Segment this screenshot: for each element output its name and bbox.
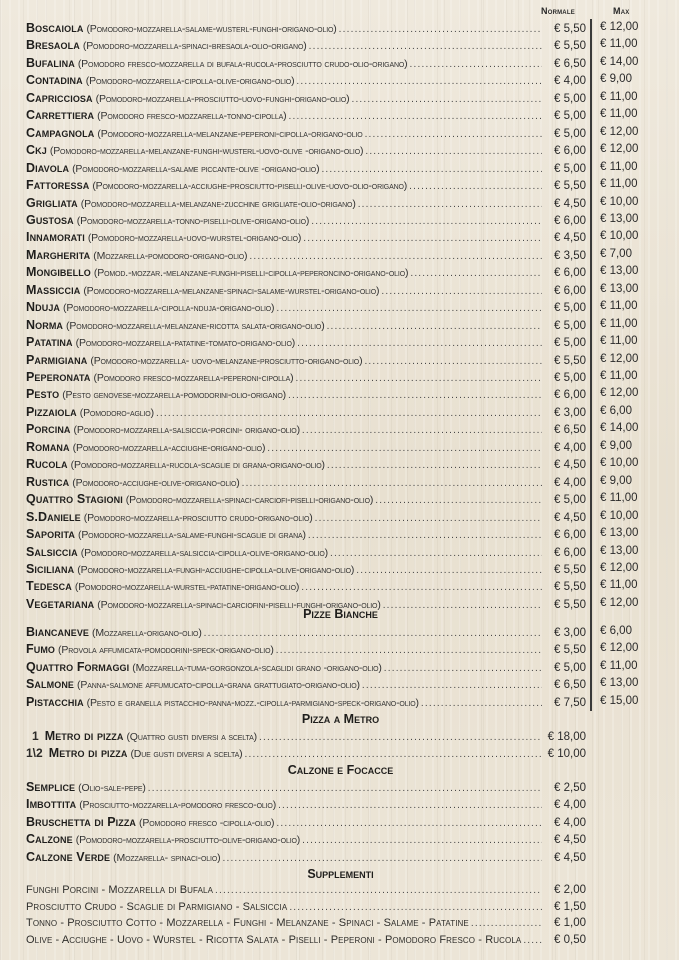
menu-item-row xyxy=(26,642,586,658)
dot-leader xyxy=(156,408,542,419)
item-name: Quattro Stagioni xyxy=(26,492,123,507)
dot-leader xyxy=(204,628,542,639)
price-max: € 10,00 xyxy=(600,230,639,243)
item-description: (Pomodoro fresco-mozzarella di bufala-rucola-prosciutto crudo-olio-origano) xyxy=(77,57,408,70)
item-name: Pesto xyxy=(26,387,60,402)
dot-leader xyxy=(330,548,542,559)
price-normale: € 5,00 xyxy=(554,337,586,350)
menu-item-row xyxy=(26,91,586,107)
menu-item-row xyxy=(26,38,586,54)
price-normale: € 4,00 xyxy=(554,476,586,489)
item-description: (Provola affumicata-pomodorini-speck-origano-olio) xyxy=(58,644,274,657)
price-normale: € 6,00 xyxy=(554,284,586,297)
menu-item-row xyxy=(26,161,586,177)
price-max: € 9,00 xyxy=(600,73,632,86)
dot-leader xyxy=(351,94,542,105)
item-description: (Pomodoro-mozzarella-salame-funghi-scaglie di grana) xyxy=(77,529,306,542)
item-name: Metro di pizza xyxy=(44,729,124,743)
menu-item-row xyxy=(26,780,586,796)
item-name: Metro di pizza xyxy=(48,746,128,760)
item-description: (Olio-sale-pepe) xyxy=(78,782,146,794)
item-description: (Pomodoro-mozzarella-melanzane-zucchine grigliate-olio-origano) xyxy=(80,197,356,210)
price-normale: € 6,50 xyxy=(554,424,586,437)
menu-item-row xyxy=(26,457,586,473)
price-normale: € 4,50 xyxy=(554,459,586,472)
price-normale: € 3,00 xyxy=(554,406,586,419)
price-normale: € 5,00 xyxy=(554,661,586,674)
price-normale: € 5,00 xyxy=(554,319,586,332)
price-normale: € 5,50 xyxy=(554,23,586,35)
dot-leader xyxy=(523,935,542,946)
price-max: € 10,00 xyxy=(600,195,639,208)
price-normale: € 4,00 xyxy=(554,441,586,454)
price-max: € 14,00 xyxy=(600,422,639,435)
item-name: Carrettiera xyxy=(26,108,95,123)
menu-item-row xyxy=(26,300,586,316)
price-max: € 12,00 xyxy=(600,125,639,138)
section-title-pizze-bianche xyxy=(0,607,679,623)
price-max: € 11,00 xyxy=(600,160,638,173)
menu-item-row xyxy=(26,815,586,831)
item-description: (Pomodoro-mozzarella-melanzane-funghi-wusterl-uovo-olive -origano-olio) xyxy=(49,145,364,158)
item-description: (Pomodoro-mozzarella- uovo-melanzane-prosciutto-origano-olio) xyxy=(90,354,363,367)
item-name: Contadina xyxy=(26,73,83,88)
item-name: Calzone Verde xyxy=(26,849,111,864)
price-normale: € 6,00 xyxy=(554,267,586,280)
quantity-label: 1\2 xyxy=(26,746,43,760)
item-name: Rustica xyxy=(26,474,70,489)
item-description: (Prosciutto-mozzarella-pomodoro fresco-olio) xyxy=(79,799,277,812)
item-name: Parmigiana xyxy=(26,352,88,367)
price-max: € 13,00 xyxy=(600,527,639,540)
item-name: Calzone xyxy=(26,832,73,847)
price-max: € 15,00 xyxy=(600,694,639,707)
menu-item-row xyxy=(26,901,586,917)
menu-item-row xyxy=(26,265,586,281)
dot-leader xyxy=(381,286,542,297)
price-max: € 12,00 xyxy=(600,387,639,400)
dot-leader xyxy=(276,303,542,314)
price-max: € 11,00 xyxy=(600,178,638,191)
section-title-pizza-a-metro-text: Pizza a Metro xyxy=(301,712,380,726)
price-normale: € 2,50 xyxy=(554,782,586,794)
dot-leader xyxy=(215,885,542,896)
dot-leader xyxy=(384,663,542,674)
menu-item-row xyxy=(26,562,586,578)
price-normale: € 4,00 xyxy=(554,75,586,88)
price-normale: € 4,50 xyxy=(554,197,586,210)
price-max: € 12,00 xyxy=(600,21,639,33)
menu-item-row xyxy=(26,248,586,264)
menu-item-row xyxy=(26,126,586,142)
menu-item-row xyxy=(32,729,586,745)
item-name: Campagnola xyxy=(26,125,95,140)
price-normale: € 5,50 xyxy=(554,40,586,53)
dot-leader xyxy=(409,181,542,192)
price-normale: € 3,50 xyxy=(554,249,586,262)
dot-leader xyxy=(364,356,542,367)
item-name: Olive - Acciughe - Uovo - Wurstel - Ricotta Salata - Piselli - Peperoni - Pomodoro Fresco - Rucola xyxy=(26,933,522,946)
item-name: Bufalina xyxy=(26,55,75,70)
price-normale: € 4,00 xyxy=(554,816,586,829)
item-description: (Pesto genovese-mozzarella-pomodorini-olio-origano) xyxy=(62,389,287,402)
item-description: (Mozzarella-pomodoro-origano-olio) xyxy=(93,249,248,262)
price-max: € 6,00 xyxy=(600,404,632,417)
item-name: Fattoressa xyxy=(26,178,90,193)
item-description: (Due gusti diversi a scelta) xyxy=(130,748,243,760)
menu-item-row xyxy=(26,73,586,89)
dot-leader xyxy=(410,268,542,279)
item-name: Porcina xyxy=(26,422,71,437)
price-normale: € 5,00 xyxy=(554,162,586,175)
menu-item-row xyxy=(26,422,586,438)
price-normale: € 2,00 xyxy=(554,884,586,896)
item-description: (Panna-salmone affumucato-cipolla-grana grattugiato-origano-olio) xyxy=(77,679,360,692)
item-description: (Pomodoro-mozzarella-spinaci-bresaola-olio-origano) xyxy=(82,40,307,53)
price-max: € 13,00 xyxy=(600,212,639,225)
item-description: (Pomodoro-mozzarella-melanzane-peperoni-cipolla-origano-olio xyxy=(97,127,363,140)
dot-leader xyxy=(308,530,542,541)
price-normale: € 5,00 xyxy=(554,92,586,105)
menu-item-row xyxy=(26,510,586,526)
item-description: (Pomodoro-mozzarella-salsiccia-porcini- origano-olio) xyxy=(73,424,300,437)
item-description: (Mozzarella-tuma-gorgonzola-scaglidi grano -origano-olio) xyxy=(132,661,382,674)
price-normale: € 5,00 xyxy=(554,372,586,384)
item-name: Pistacchia xyxy=(26,694,84,709)
dot-leader xyxy=(321,164,542,175)
menu-item-row xyxy=(26,335,586,351)
price-normale: € 4,50 xyxy=(554,232,586,245)
dot-leader xyxy=(242,478,542,489)
item-description: (Pomodoro-mozzarella-melanzane-spinaci-salame-wurstel-origano-olio) xyxy=(83,284,380,297)
price-normale: € 0,50 xyxy=(554,933,586,946)
item-description: (Pomodoro-mozzarella-cipolla-olive-origano-olio) xyxy=(85,75,295,88)
price-max: € 6,00 xyxy=(600,625,632,637)
price-normale: € 6,00 xyxy=(554,529,586,542)
menu-item-row xyxy=(26,108,586,124)
item-description: (Pomodoro-mozzarella-funghi-acciughe-cipolla-olive-origano-olio) xyxy=(77,563,355,576)
dot-leader xyxy=(362,680,542,691)
section-title-pizza-a-metro xyxy=(0,712,679,728)
column-header-max: Max xyxy=(613,6,630,16)
dot-leader xyxy=(267,443,542,454)
item-description: (Pomodoro-mozzarella-prosciutto-uovo-funghi-origano-olio) xyxy=(95,92,350,105)
dot-leader xyxy=(303,233,542,244)
price-normale: € 7,50 xyxy=(554,696,586,709)
menu-item-row xyxy=(26,230,586,246)
price-normale: € 6,50 xyxy=(554,679,586,692)
item-description: (Pomodoro-mozzarella-prosciutto crudo-origano-olio) xyxy=(83,511,313,524)
price-max: € 13,00 xyxy=(600,544,639,557)
dot-leader xyxy=(327,460,542,471)
price-normale: € 5,00 xyxy=(554,302,586,315)
price-normale: € 6,00 xyxy=(554,145,586,158)
item-name: Tedesca xyxy=(26,579,72,594)
item-description: (Pomodoro-mozzarella-salsiccia-cipolla-olive-origano-olio) xyxy=(80,546,328,559)
item-description: (Mozzarella- spinaci-olio) xyxy=(113,851,221,864)
item-description: (Pomodoro-mozzarella-tonno-piselli-olive-origano-olio) xyxy=(76,214,310,227)
item-description: (Pomodoro-acciughe-olive-origano-olio) xyxy=(72,476,240,489)
item-name: S.Daniele xyxy=(26,509,81,524)
item-name: Nduja xyxy=(26,300,61,315)
price-max: € 11,00 xyxy=(600,108,638,121)
menu-item-row xyxy=(26,405,586,421)
section-title-calzone-focacce xyxy=(0,763,679,779)
menu-item-row xyxy=(26,545,586,561)
item-description: (Pesto e granella pistacchio-panna-mozz.-cipolla-parmigiano-speck-origano-olio) xyxy=(86,696,419,709)
menu-item-row xyxy=(26,797,586,813)
menu-item-row xyxy=(26,695,586,711)
dot-leader xyxy=(358,199,542,210)
item-name: Prosciutto Crudo - Scaglie di Parmigiano - Salsiccia xyxy=(26,900,288,913)
price-max: € 11,00 xyxy=(600,579,638,592)
item-description: (Pomodoro-mozzarella-acciughe-origano-olio) xyxy=(72,441,266,454)
dot-leader xyxy=(297,338,542,349)
menu-item-row xyxy=(26,353,586,369)
price-max: € 12,00 xyxy=(600,352,639,365)
price-normale: € 5,50 xyxy=(554,598,586,611)
item-description: (Pomodoro fresco -cipolla-olio) xyxy=(139,816,275,829)
menu-item-row xyxy=(26,440,586,456)
item-name: Diavola xyxy=(26,160,70,175)
menu-item-row xyxy=(26,832,586,848)
menu-item-row xyxy=(26,387,586,403)
price-normale: € 3,00 xyxy=(554,627,586,639)
item-name: Quattro Formaggi xyxy=(26,659,130,674)
item-description: (Pomodoro-mozzarella-salame-wusterl-funghi-origano-olio) xyxy=(86,23,337,35)
price-normale: € 5,50 xyxy=(554,563,586,576)
price-normale: € 1,00 xyxy=(554,917,586,929)
price-normale: € 6,00 xyxy=(554,546,586,559)
item-description: (Pomodoro-mozzarella-patatine-tomato-origano-olio) xyxy=(75,337,296,350)
dot-leader xyxy=(365,146,542,157)
item-description: (Pomodoro-mozzarella-cipolla-nduja-origano-olio) xyxy=(63,302,275,315)
menu-item-row xyxy=(26,318,586,334)
dot-leader xyxy=(410,59,542,70)
menu-item-row xyxy=(26,677,586,693)
item-name: Romana xyxy=(26,439,70,454)
item-name: Grigliata xyxy=(26,195,78,210)
item-description: (Pomodoro-mozzarella-spinaci-carciofi-piselli-origano-olio) xyxy=(125,494,374,507)
section-title-supplementi-text: Supplementi xyxy=(307,867,374,881)
dot-leader xyxy=(276,645,542,656)
item-description: (Pomodoro fresco-mozzarella-peperoni-cipolla) xyxy=(93,372,294,384)
item-name: Capricciosa xyxy=(26,90,93,105)
price-normale: € 5,50 xyxy=(554,354,586,367)
menu-item-row xyxy=(26,196,586,212)
item-name: Siciliana xyxy=(26,561,75,576)
price-max: € 11,00 xyxy=(600,90,638,103)
menu-item-row xyxy=(26,492,586,508)
item-name: Saporita xyxy=(26,527,75,542)
price-normale: € 4,50 xyxy=(554,851,586,864)
dot-leader xyxy=(327,321,542,332)
item-description: (Pomodoro-mozzarella-spinaci-carciofini-piselli-funghi-origano-olio) xyxy=(97,598,381,611)
dot-leader xyxy=(302,835,542,846)
price-normale: € 5,50 xyxy=(554,581,586,594)
dot-leader xyxy=(309,41,542,52)
item-name: Gustosa xyxy=(26,212,74,227)
item-name: Rucola xyxy=(26,457,68,472)
menu-item-row xyxy=(26,178,586,194)
item-name: Margherita xyxy=(26,247,91,262)
price-normale: € 5,00 xyxy=(554,110,586,123)
section-title-pizze-bianche-text: Pizze Bianche xyxy=(303,607,378,621)
dot-leader xyxy=(421,698,542,709)
price-max: € 9,00 xyxy=(600,474,632,487)
price-max: € 14,00 xyxy=(600,55,639,68)
price-max: € 11,00 xyxy=(600,300,638,313)
menu-item-row xyxy=(26,370,586,386)
menu-item-row xyxy=(26,917,586,933)
item-description: (Mozzarella-origano-olio) xyxy=(92,627,202,639)
item-name: Salmone xyxy=(26,677,75,692)
menu-item-row xyxy=(26,56,586,72)
item-description: (Pomodoro-mozzarella-uovo-wurstel-origano-olio) xyxy=(87,232,302,245)
price-max: € 12,00 xyxy=(600,642,639,655)
item-name: Boscaiola xyxy=(26,21,84,35)
price-normale: € 6,00 xyxy=(554,389,586,402)
price-normale: € 6,50 xyxy=(554,57,586,70)
price-normale: € 5,50 xyxy=(554,644,586,657)
quantity-label: 1 xyxy=(32,729,39,743)
menu-item-row xyxy=(26,934,586,950)
dot-leader xyxy=(311,216,542,227)
price-max: € 12,00 xyxy=(600,561,639,574)
item-description: (Quattro gusti diversi a scelta) xyxy=(126,731,257,743)
item-name: Bruschetta di Pizza xyxy=(26,814,137,829)
dot-leader xyxy=(471,918,542,929)
menu-item-row xyxy=(26,283,586,299)
item-name: Biancaneve xyxy=(26,625,90,639)
dot-leader xyxy=(244,749,542,760)
price-normale: € 4,50 xyxy=(554,511,586,524)
item-name: Funghi Porcini - Mozzarella di Bufala xyxy=(26,884,214,896)
column-header-normale: Normale xyxy=(541,6,575,16)
item-name: Tonno - Prosciutto Cotto - Mozzarella - Funghi - Melanzane - Spinaci - Salame - Patatine xyxy=(26,917,469,929)
menu-item-row xyxy=(26,625,586,641)
menu-item-row xyxy=(26,579,586,595)
dot-leader xyxy=(339,24,542,35)
price-normale: € 1,50 xyxy=(554,900,586,913)
dot-leader xyxy=(249,251,542,262)
dot-leader xyxy=(148,783,542,794)
item-description: (Pomod.-mozzar.-melanzane-funghi-piselli-cipolla-peperoncino-origano-olio) xyxy=(93,267,409,280)
price-max: € 10,00 xyxy=(600,457,639,470)
price-normale: € 6,00 xyxy=(554,214,586,227)
price-max: € 13,00 xyxy=(600,282,639,295)
price-max: € 12,00 xyxy=(600,143,639,156)
menu-item-row xyxy=(26,21,586,37)
item-name: Patatina xyxy=(26,335,73,350)
dot-leader xyxy=(278,800,542,811)
item-description: (Pomodoro fresco-mozzarella-tonno-cipolla) xyxy=(97,110,287,123)
menu-item-row xyxy=(26,527,586,543)
menu-item-row xyxy=(26,746,586,762)
item-name: Salsiccia xyxy=(26,544,78,559)
price-normale: € 5,50 xyxy=(554,180,586,193)
price-normale: € 10,00 xyxy=(547,748,586,760)
dot-leader xyxy=(289,111,542,122)
dot-leader xyxy=(365,129,542,140)
price-max: € 11,00 xyxy=(600,335,638,348)
item-name: Innamorati xyxy=(26,230,85,245)
dot-leader xyxy=(356,565,542,576)
item-name: Massiccia xyxy=(26,282,81,297)
item-name: Ckj xyxy=(26,143,47,158)
dot-leader xyxy=(259,732,542,743)
price-max: € 11,00 xyxy=(600,38,638,51)
item-name: Vegetariana xyxy=(26,596,95,611)
item-name: Fumo xyxy=(26,642,56,657)
menu-item-row xyxy=(26,660,586,676)
dot-leader xyxy=(315,513,542,524)
price-normale: € 18,00 xyxy=(547,731,586,743)
item-name: Mongibello xyxy=(26,265,91,280)
price-max: € 10,00 xyxy=(600,509,639,522)
dot-leader xyxy=(296,76,542,87)
price-max: € 11,00 xyxy=(600,370,638,382)
price-max: € 13,00 xyxy=(600,677,639,690)
item-name: Norma xyxy=(26,317,64,332)
dot-leader xyxy=(301,582,542,593)
price-normale: € 5,00 xyxy=(554,494,586,507)
item-description: (Pomodoro-aglio) xyxy=(79,406,154,419)
price-max: € 9,00 xyxy=(600,439,632,452)
dot-leader xyxy=(289,902,542,913)
section-title-supplementi xyxy=(0,867,679,883)
item-name: Peperonata xyxy=(26,370,91,384)
menu-item-row xyxy=(26,213,586,229)
price-max: € 13,00 xyxy=(600,265,639,278)
price-max: € 11,00 xyxy=(600,492,638,505)
item-description: (Pomodoro-mozzarella-acciughe-prosciutto-piselli-olive-uovo-olio-origano) xyxy=(92,180,408,193)
price-max: € 7,00 xyxy=(600,247,632,260)
dot-leader xyxy=(288,390,542,401)
item-name: Imbottita xyxy=(26,797,77,812)
menu-item-row xyxy=(26,850,586,866)
dot-leader xyxy=(222,853,542,864)
item-description: (Pomodoro-mozzarella-salame piccante-olive -origano-olio) xyxy=(72,162,320,175)
dot-leader xyxy=(302,425,542,436)
item-description: (Pomodoro-mozzarella-wurstel-patatine-origano-olio) xyxy=(74,581,300,594)
menu-item-row xyxy=(26,884,586,900)
dot-leader xyxy=(375,495,542,506)
item-name: Semplice xyxy=(26,780,76,794)
price-normale: € 4,50 xyxy=(554,834,586,847)
dot-leader xyxy=(276,818,542,829)
item-description: (Pomodoro-mozzarella-rucola-scaglie di grana-origano-olio) xyxy=(70,459,325,472)
section-title-calzone-focacce-text: Calzone e Focacce xyxy=(287,763,394,777)
dot-leader xyxy=(295,373,542,384)
menu-item-row xyxy=(26,475,586,491)
price-max: € 12,00 xyxy=(600,596,639,609)
item-description: (Pomodoro-mozzarella-prosciutto-olive-origano-olio) xyxy=(75,834,301,847)
price-max: € 11,00 xyxy=(600,659,638,672)
price-normale: € 5,00 xyxy=(554,127,586,140)
menu-item-row xyxy=(26,143,586,159)
price-max: € 11,00 xyxy=(600,317,638,330)
item-name: Pizzaiola xyxy=(26,404,77,419)
item-name: Bresaola xyxy=(26,38,80,53)
price-normale: € 4,00 xyxy=(554,799,586,812)
item-description: (Pomodoro-mozzarella-melanzane-ricotta salata-origano-olio) xyxy=(66,319,325,332)
